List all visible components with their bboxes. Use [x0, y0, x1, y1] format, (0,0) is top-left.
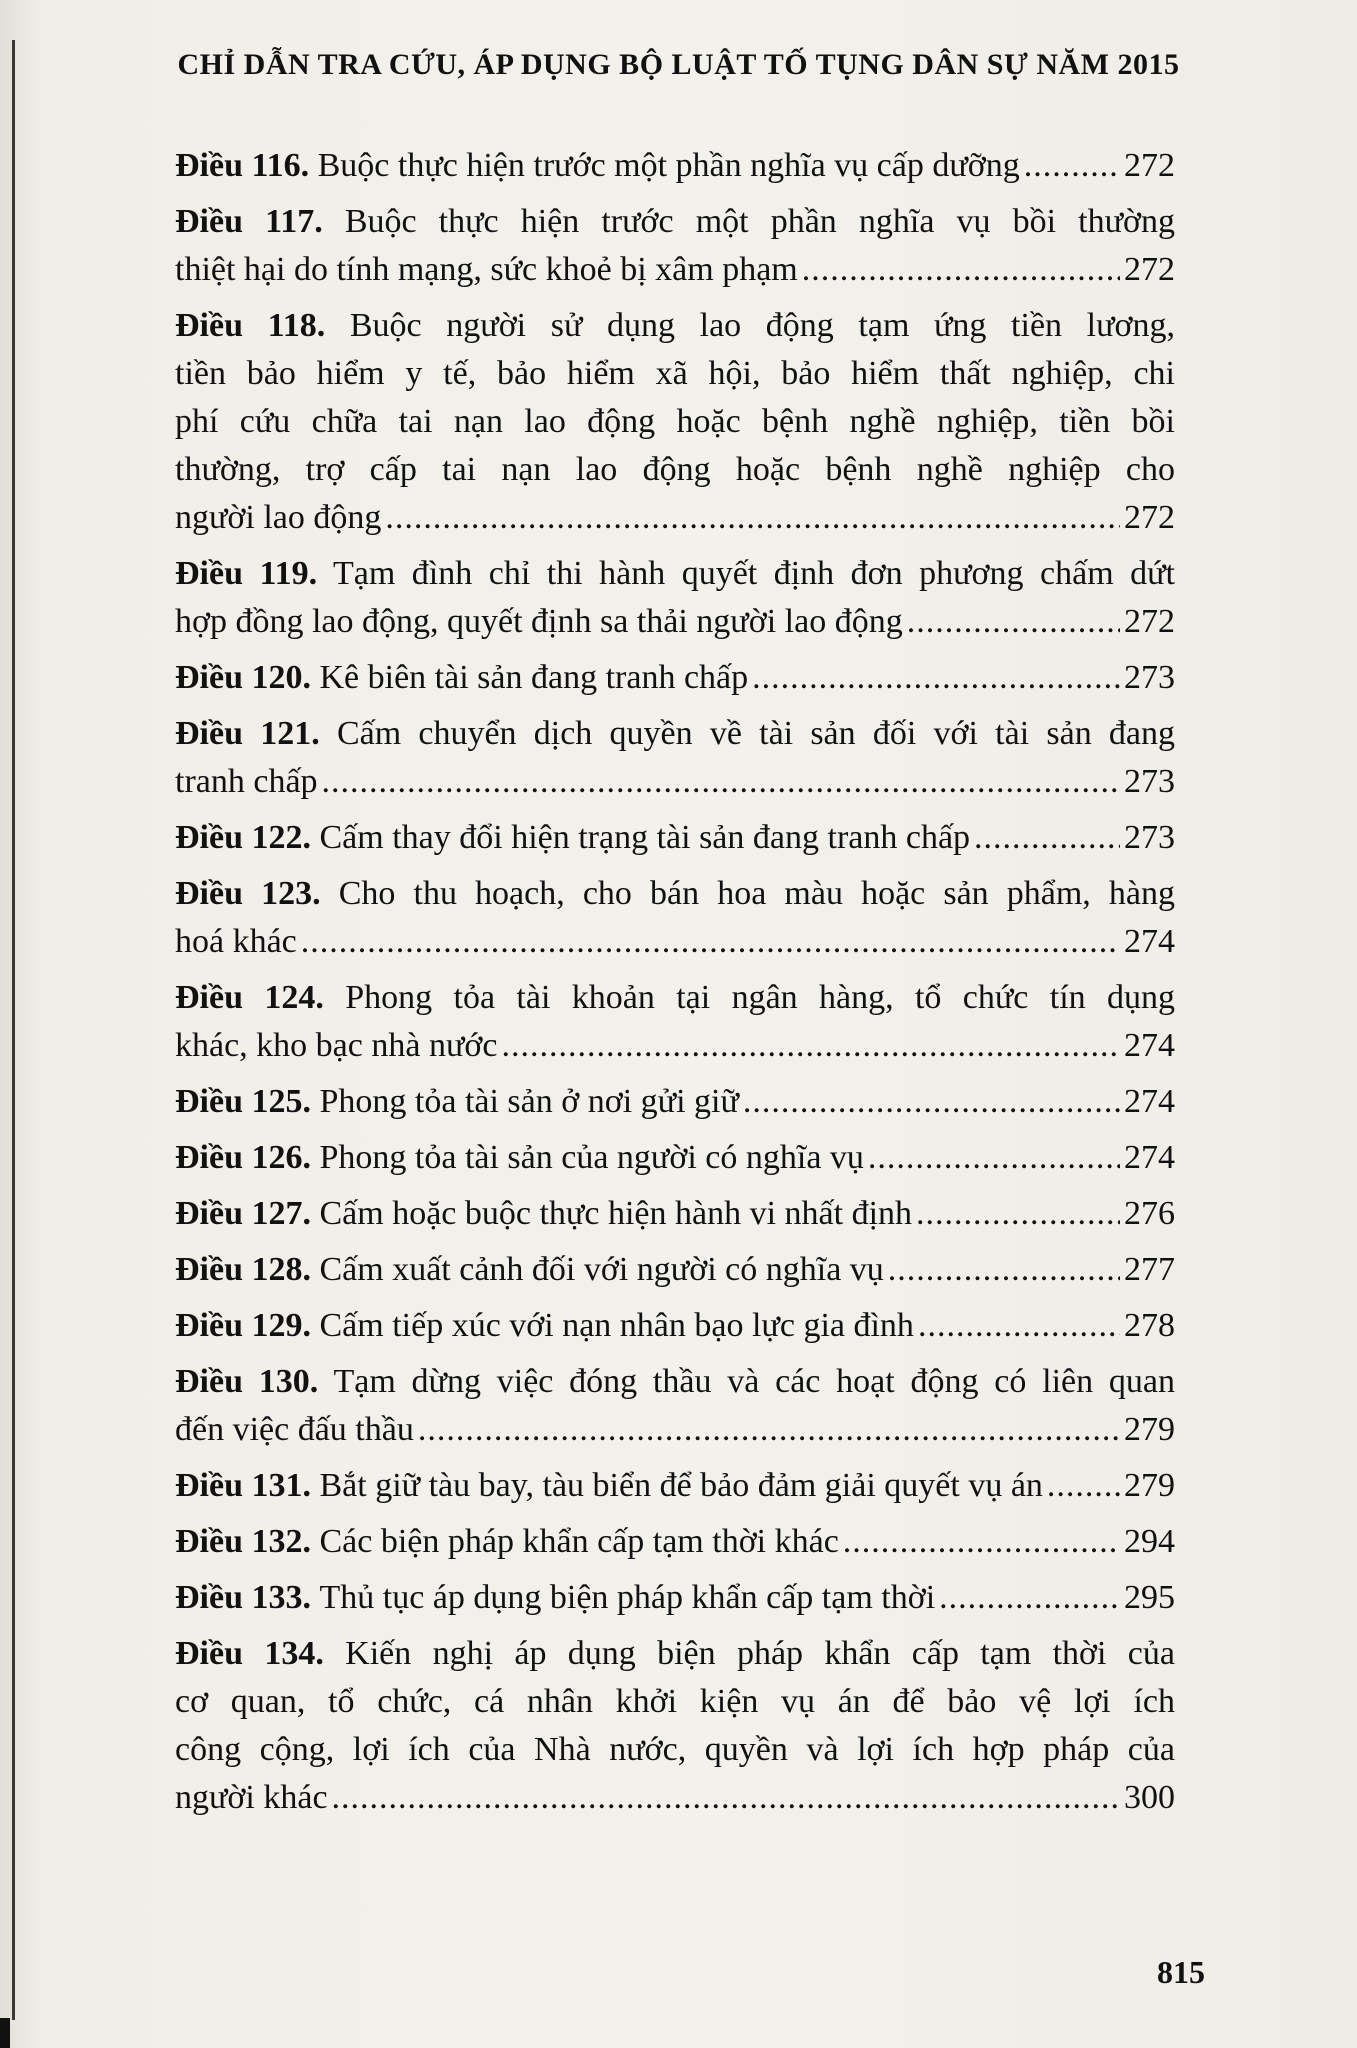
- entry-page-number: 272: [1124, 251, 1175, 288]
- toc-entry: [175, 1302, 1175, 1350]
- dot-leader: [752, 654, 1120, 702]
- entry-last-line: [175, 1190, 1175, 1238]
- entry-page-number: 272: [1124, 499, 1175, 536]
- entry-last-line: [175, 654, 1175, 702]
- entry-title-text: Kê biên tài sản đang tranh chấp: [319, 659, 749, 696]
- article-number: Điều 129.: [175, 1307, 311, 1344]
- entry-title-text: Cho thu hoạch, cho bán hoa màu hoặc sản phẩm, hàng: [338, 875, 1176, 912]
- entry-title-text: Cấm xuất cảnh đối với người có nghĩa vụ: [319, 1251, 884, 1288]
- entry-page-number: 276: [1124, 1195, 1175, 1232]
- toc-entry: [175, 1134, 1175, 1182]
- toc-entry: [175, 814, 1175, 862]
- entry-title-text: Phong tỏa tài khoản tại ngân hàng, tổ chức tín dụng: [345, 979, 1176, 1016]
- entry-title-text: khác, kho bạc nhà nước: [175, 1027, 498, 1064]
- entry-text-line: [175, 398, 1175, 446]
- toc-entry: [175, 1574, 1175, 1622]
- article-number: Điều 127.: [175, 1195, 311, 1232]
- entry-last-line: [175, 494, 1175, 542]
- toc-entry: [175, 1078, 1175, 1126]
- dot-leader: [974, 814, 1120, 862]
- toc-entry: [175, 1190, 1175, 1238]
- dot-leader: [322, 758, 1120, 806]
- entry-title-text: tiền bảo hiểm y tế, bảo hiểm xã hội, bảo hiểm thất nghiệp, chi: [175, 355, 1175, 392]
- article-number: Điều 116.: [175, 147, 310, 184]
- entry-text-line: [175, 974, 1175, 1022]
- dot-leader: [907, 598, 1120, 646]
- entry-title-text: Kiến nghị áp dụng biện pháp khẩn cấp tạm thời của: [345, 1635, 1175, 1672]
- entry-title-text: Cấm tiếp xúc với nạn nhân bạo lực gia đình: [319, 1307, 914, 1344]
- entry-title-text: công cộng, lợi ích của Nhà nước, quyền và lợi ích hợp pháp của: [175, 1731, 1175, 1768]
- toc-entry: [175, 550, 1175, 646]
- entry-title-text: người khác: [175, 1779, 328, 1816]
- dot-leader: [939, 1574, 1120, 1622]
- article-number: Điều 120.: [175, 659, 311, 696]
- entry-title-text: thường, trợ cấp tai nạn lao động hoặc bệnh nghề nghiệp cho: [175, 451, 1175, 488]
- toc-entry: [175, 302, 1175, 542]
- article-number: Điều 126.: [175, 1139, 311, 1176]
- article-number: Điều 121.: [175, 715, 320, 752]
- entry-text-line: [175, 1678, 1175, 1726]
- entry-page-number: 273: [1124, 659, 1175, 696]
- toc-entry: [175, 1518, 1175, 1566]
- entry-text-line: [175, 870, 1175, 918]
- entry-title-text: Cấm chuyển dịch quyền về tài sản đối với tài sản đang: [336, 715, 1175, 752]
- entry-last-line: [175, 1462, 1175, 1510]
- entry-last-line: [175, 1574, 1175, 1622]
- article-number: Điều 131.: [175, 1467, 311, 1504]
- entry-last-line: [175, 1518, 1175, 1566]
- article-number: Điều 122.: [175, 819, 311, 856]
- entry-title-text: Phong tỏa tài sản của người có nghĩa vụ: [319, 1139, 864, 1176]
- entry-last-line: [175, 1406, 1175, 1454]
- entry-page-number: 278: [1124, 1307, 1175, 1344]
- dot-leader: [1047, 1462, 1120, 1510]
- entry-page-number: 279: [1124, 1467, 1175, 1504]
- entry-title-text: Cấm thay đổi hiện trạng tài sản đang tranh chấp: [319, 819, 971, 856]
- article-number: Điều 128.: [175, 1251, 311, 1288]
- article-number: Điều 134.: [175, 1635, 324, 1672]
- entry-last-line: [175, 246, 1175, 294]
- running-header: CHỈ DẪN TRA CỨU, ÁP DỤNG BỘ LUẬT TỐ TỤNG DÂN SỰ NĂM 2015: [177, 48, 1180, 81]
- toc-entry: [175, 870, 1175, 966]
- dot-leader: [1024, 142, 1120, 190]
- article-number: Điều 118.: [175, 307, 326, 344]
- dot-leader: [385, 494, 1120, 542]
- entry-page-number: 279: [1124, 1411, 1175, 1448]
- toc-entry: [175, 1630, 1175, 1822]
- entry-title-text: người lao động: [175, 499, 382, 536]
- entry-page-number: 274: [1124, 923, 1175, 960]
- dot-leader: [301, 918, 1120, 966]
- entry-last-line: [175, 598, 1175, 646]
- entry-title-text: Cấm hoặc buộc thực hiện hành vi nhất định: [319, 1195, 913, 1232]
- article-number: Điều 117.: [175, 203, 323, 240]
- entry-title-text: phí cứu chữa tai nạn lao động hoặc bệnh nghề nghiệp, tiền bồi: [175, 403, 1175, 440]
- entry-last-line: [175, 814, 1175, 862]
- entry-page-number: 277: [1124, 1251, 1175, 1288]
- entry-last-line: [175, 1022, 1175, 1070]
- entry-text-line: [175, 550, 1175, 598]
- dot-leader: [418, 1406, 1120, 1454]
- article-number: Điều 125.: [175, 1083, 311, 1120]
- toc-entry: [175, 1358, 1175, 1454]
- dot-leader: [743, 1078, 1120, 1126]
- entry-title-text: hoá khác: [175, 923, 297, 960]
- article-number: Điều 124.: [175, 979, 324, 1016]
- dot-leader: [868, 1134, 1120, 1182]
- entry-last-line: [175, 1078, 1175, 1126]
- entry-last-line: [175, 918, 1175, 966]
- toc-entry: [175, 142, 1175, 190]
- toc-entry: [175, 710, 1175, 806]
- entry-last-line: [175, 1134, 1175, 1182]
- dot-leader: [843, 1518, 1120, 1566]
- entry-page-number: 274: [1124, 1027, 1175, 1064]
- dot-leader: [802, 246, 1120, 294]
- entry-text-line: [175, 198, 1175, 246]
- binding-edge: [12, 40, 15, 2020]
- entry-title-text: Bắt giữ tàu bay, tàu biển để bảo đảm giải quyết vụ án: [319, 1467, 1043, 1504]
- article-number: Điều 123.: [175, 875, 321, 912]
- entry-text-line: [175, 1358, 1175, 1406]
- toc-entry: [175, 1462, 1175, 1510]
- entry-title-text: Thủ tục áp dụng biện pháp khẩn cấp tạm thời: [319, 1579, 936, 1616]
- entry-title-text: cơ quan, tổ chức, cá nhân khởi kiện vụ án để bảo vệ lợi ích: [175, 1683, 1175, 1720]
- entry-title-text: Buộc thực hiện trước một phần nghĩa vụ bồi thường: [344, 203, 1176, 240]
- article-number: Điều 132.: [175, 1523, 311, 1560]
- article-number: Điều 119.: [175, 555, 318, 592]
- toc-entry: [175, 654, 1175, 702]
- entry-title-text: tranh chấp: [175, 763, 318, 800]
- entry-page-number: 272: [1124, 147, 1175, 184]
- entry-title-text: Phong tỏa tài sản ở nơi gửi giữ: [319, 1083, 739, 1120]
- entry-title-text: thiệt hại do tính mạng, sức khoẻ bị xâm phạm: [175, 251, 798, 288]
- entry-last-line: [175, 1774, 1175, 1822]
- entry-text-line: [175, 1726, 1175, 1774]
- article-number: Điều 130.: [175, 1363, 319, 1400]
- article-number: Điều 133.: [175, 1579, 311, 1616]
- entry-text-line: [175, 446, 1175, 494]
- entry-text-line: [175, 302, 1175, 350]
- entry-page-number: 294: [1124, 1523, 1175, 1560]
- dot-leader: [916, 1190, 1120, 1238]
- entry-text-line: [175, 710, 1175, 758]
- entry-text-line: [175, 350, 1175, 398]
- entry-last-line: [175, 142, 1175, 190]
- entry-last-line: [175, 1246, 1175, 1294]
- entry-text-line: [175, 1630, 1175, 1678]
- toc-entry: [175, 974, 1175, 1070]
- entry-page-number: 295: [1124, 1579, 1175, 1616]
- entry-page-number: 274: [1124, 1083, 1175, 1120]
- entry-page-number: 300: [1124, 1779, 1175, 1816]
- entry-title-text: Buộc thực hiện trước một phần nghĩa vụ cấp dưỡng: [317, 147, 1020, 184]
- page-number: 815: [1157, 1954, 1205, 1990]
- dot-leader: [888, 1246, 1120, 1294]
- entry-page-number: 273: [1124, 763, 1175, 800]
- entry-last-line: [175, 758, 1175, 806]
- table-of-contents: [175, 142, 1175, 1822]
- toc-entry: [175, 198, 1175, 294]
- entry-last-line: [175, 1302, 1175, 1350]
- entry-title-text: Tạm dừng việc đóng thầu và các hoạt động có liên quan: [333, 1363, 1175, 1400]
- entry-title-text: đến việc đấu thầu: [175, 1411, 414, 1448]
- entry-title-text: Buộc người sử dụng lao động tạm ứng tiền lương,: [349, 307, 1176, 344]
- toc-entry: [175, 1246, 1175, 1294]
- entry-title-text: Các biện pháp khẩn cấp tạm thời khác: [319, 1523, 839, 1560]
- entry-title-text: hợp đồng lao động, quyết định sa thải người lao động: [175, 603, 903, 640]
- entry-page-number: 272: [1124, 603, 1175, 640]
- dot-leader: [332, 1774, 1120, 1822]
- page-corner-mark: [0, 2018, 10, 2048]
- dot-leader: [918, 1302, 1120, 1350]
- entry-page-number: 274: [1124, 1139, 1175, 1176]
- entry-page-number: 273: [1124, 819, 1175, 856]
- dot-leader: [501, 1022, 1120, 1070]
- entry-title-text: Tạm đình chỉ thi hành quyết định đơn phương chấm dứt: [333, 555, 1176, 592]
